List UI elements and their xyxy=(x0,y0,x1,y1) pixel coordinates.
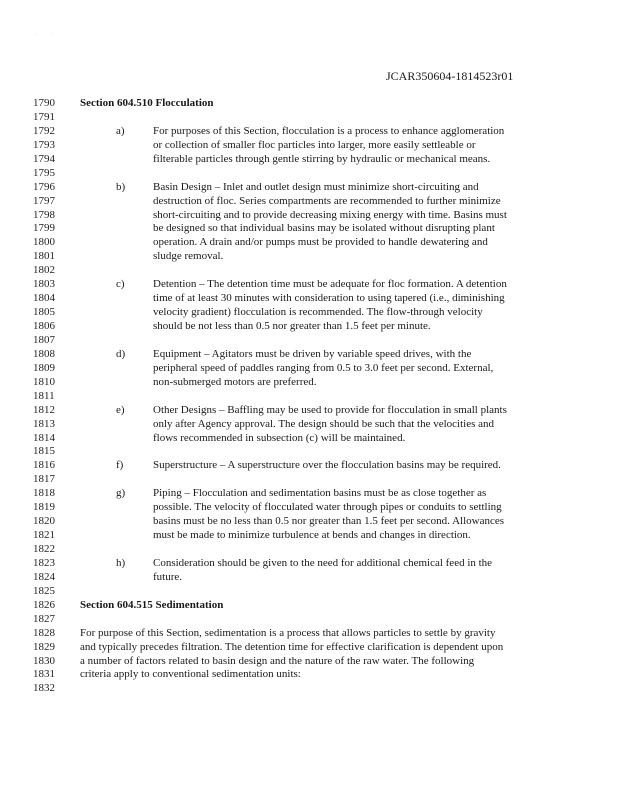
document-line xyxy=(0,250,618,264)
line-number: 1831 xyxy=(33,668,55,681)
line-number: 1821 xyxy=(33,529,55,542)
subsection-label: f) xyxy=(116,459,124,472)
subsection-text: must be made to minimize turbulence at bends and changes in direction. xyxy=(153,529,471,542)
line-number: 1799 xyxy=(33,222,55,235)
paragraph-text: and typically precedes filtration. The detention time for effective clarification is dependent upon xyxy=(80,640,504,653)
subsection-text: Superstructure – A superstructure over the flocculation basins may be required. xyxy=(153,459,501,472)
line-number: 1825 xyxy=(33,584,55,597)
line-number: 1796 xyxy=(33,180,55,193)
subsection-text: velocity gradient) flocculation is recommended. The flow-through velocity xyxy=(153,306,483,319)
subsection-label: c) xyxy=(116,278,125,291)
document-line xyxy=(0,445,618,459)
subsection-text: Consideration should be given to the need for additional chemical feed in the xyxy=(153,556,493,569)
subsection-text: only after Agency approval. The design should be such that the velocities and xyxy=(153,417,495,430)
scan-mark: · · xyxy=(36,32,54,38)
line-number: 1822 xyxy=(33,543,55,555)
line-number: 1803 xyxy=(33,278,55,291)
document-line xyxy=(0,473,618,487)
line-number: 1824 xyxy=(33,570,55,583)
line-number: 1816 xyxy=(33,459,55,472)
line-number: 1794 xyxy=(33,152,55,165)
line-number: 1819 xyxy=(33,501,55,514)
line-number: 1832 xyxy=(33,682,55,695)
section-heading: Section 604.515 Sedimentation xyxy=(80,598,224,611)
document-line xyxy=(0,348,618,362)
line-number: 1808 xyxy=(33,347,55,360)
line-number: 1823 xyxy=(33,556,55,569)
line-number: 1804 xyxy=(33,292,55,305)
subsection-text: Piping – Flocculation and sedimentation basins must be as close together as xyxy=(153,487,487,500)
document-line xyxy=(0,585,618,599)
subsection-text: short-circuiting and to provide decreasing mixing energy with time. Basins must xyxy=(153,208,507,221)
document-line xyxy=(0,655,618,669)
subsection-text: Other Designs – Baffling may be used to provide for flocculation in small plants xyxy=(153,403,507,416)
subsection-label: e) xyxy=(116,403,125,416)
subsection-label: b) xyxy=(116,180,126,193)
subsection-label: h) xyxy=(116,556,126,569)
document-line xyxy=(0,682,618,696)
document-line xyxy=(0,320,618,334)
line-number: 1801 xyxy=(33,250,55,263)
subsection-label: g) xyxy=(116,487,126,500)
line-number: 1815 xyxy=(33,445,55,458)
line-number: 1792 xyxy=(33,124,55,137)
document-body xyxy=(0,97,618,696)
line-number: 1828 xyxy=(33,626,55,639)
line-number: 1818 xyxy=(33,487,55,500)
document-id: JCAR350604-1814523r01 xyxy=(386,69,514,83)
document-line xyxy=(0,334,618,348)
subsection-text: destruction of floc. Series compartments are recommended to further minimize xyxy=(153,194,501,207)
line-number: 1807 xyxy=(33,333,55,346)
document-line xyxy=(0,264,618,278)
subsection-text: peripheral speed of paddles ranging from 0.5 to 3.0 feet per second. External, xyxy=(153,361,494,374)
document-line xyxy=(0,97,618,111)
line-number: 1793 xyxy=(33,138,55,151)
document-line xyxy=(0,627,618,641)
subsection-text: be designed so that individual basins may be isolated without disrupting plant xyxy=(153,222,495,235)
paragraph-text: criteria apply to conventional sedimentation units: xyxy=(80,668,301,681)
document-line xyxy=(0,599,618,613)
line-number: 1805 xyxy=(33,306,55,319)
line-number: 1809 xyxy=(33,361,55,374)
line-number: 1830 xyxy=(33,654,55,667)
document-line xyxy=(0,236,618,250)
subsection-text: operation. A drain and/or pumps must be provided to handle dewatering and xyxy=(153,236,488,249)
document-line xyxy=(0,278,618,292)
line-number: 1798 xyxy=(33,208,55,221)
line-number: 1800 xyxy=(33,236,55,249)
line-number: 1797 xyxy=(33,194,55,207)
document-line xyxy=(0,306,618,320)
line-number: 1810 xyxy=(33,375,55,388)
document-line xyxy=(0,292,618,306)
document-line xyxy=(0,668,618,682)
line-number: 1817 xyxy=(33,473,55,486)
document-line xyxy=(0,139,618,153)
subsection-text: future. xyxy=(153,570,183,583)
document-line xyxy=(0,390,618,404)
subsection-text: time of at least 30 minutes with consideration to using tapered (i.e., diminishing xyxy=(153,292,505,305)
document-line xyxy=(0,613,618,627)
document-line xyxy=(0,195,618,209)
line-number: 1820 xyxy=(33,515,55,528)
document-line xyxy=(0,418,618,432)
document-line xyxy=(0,181,618,195)
line-number: 1795 xyxy=(33,166,55,179)
subsection-text: non-submerged motors are preferred. xyxy=(153,375,317,388)
document-line xyxy=(0,515,618,529)
subsection-label: a) xyxy=(116,124,125,137)
subsection-text: sludge removal. xyxy=(153,250,224,263)
line-number: 1813 xyxy=(33,417,55,430)
subsection-text: Detention – The detention time must be adequate for floc formation. A detention xyxy=(153,278,507,291)
line-number: 1806 xyxy=(33,320,55,332)
document-line xyxy=(0,111,618,125)
document-line xyxy=(0,222,618,236)
subsection-text: possible. The velocity of flocculated water through pipes or conduits to settling xyxy=(153,501,502,514)
document-line xyxy=(0,125,618,139)
line-number: 1790 xyxy=(33,97,55,109)
line-number: 1812 xyxy=(33,403,55,416)
subsection-text: For purposes of this Section, flocculation is a process to enhance agglomeration xyxy=(153,124,505,137)
subsection-text: filterable particles through gentle stirring by hydraulic or mechanical means. xyxy=(153,152,491,165)
document-line xyxy=(0,167,618,181)
paragraph-text: For purpose of this Section, sedimentation is a process that allows particles to settle by gravity xyxy=(80,626,496,639)
subsection-text: or collection of smaller floc particles into larger, more easily settleable or xyxy=(153,138,476,151)
document-line xyxy=(0,376,618,390)
subsection-text: basins must be no less than 0.5 nor greater than 1.5 feet per second. Allowances xyxy=(153,515,504,528)
document-line xyxy=(0,501,618,515)
document-line xyxy=(0,209,618,223)
subsection-text: flows recommended in subsection (c) will be maintained. xyxy=(153,431,406,444)
subsection-text: Equipment – Agitators must be driven by variable speed drives, with the xyxy=(153,347,472,360)
subsection-text: should be not less than 0.5 nor greater than 1.5 feet per minute. xyxy=(153,320,431,332)
document-line xyxy=(0,487,618,501)
line-number: 1802 xyxy=(33,264,55,277)
document-line xyxy=(0,459,618,473)
document-line xyxy=(0,153,618,167)
line-number: 1811 xyxy=(33,389,55,402)
document-line xyxy=(0,641,618,655)
subsection-text: Basin Design – Inlet and outlet design must minimize short-circuiting and xyxy=(153,180,479,193)
document-line xyxy=(0,557,618,571)
section-heading: Section 604.510 Flocculation xyxy=(80,97,214,109)
line-number: 1814 xyxy=(33,431,55,444)
document-line xyxy=(0,404,618,418)
document-line xyxy=(0,432,618,446)
document-line xyxy=(0,543,618,557)
document-line xyxy=(0,362,618,376)
line-number: 1826 xyxy=(33,598,55,611)
line-number: 1791 xyxy=(33,110,55,123)
line-number: 1827 xyxy=(33,612,55,625)
subsection-label: d) xyxy=(116,347,126,360)
line-number: 1829 xyxy=(33,640,55,653)
document-line xyxy=(0,529,618,543)
document-line xyxy=(0,571,618,585)
paragraph-text: a number of factors related to basin design and the nature of the raw water. The following xyxy=(80,654,475,667)
